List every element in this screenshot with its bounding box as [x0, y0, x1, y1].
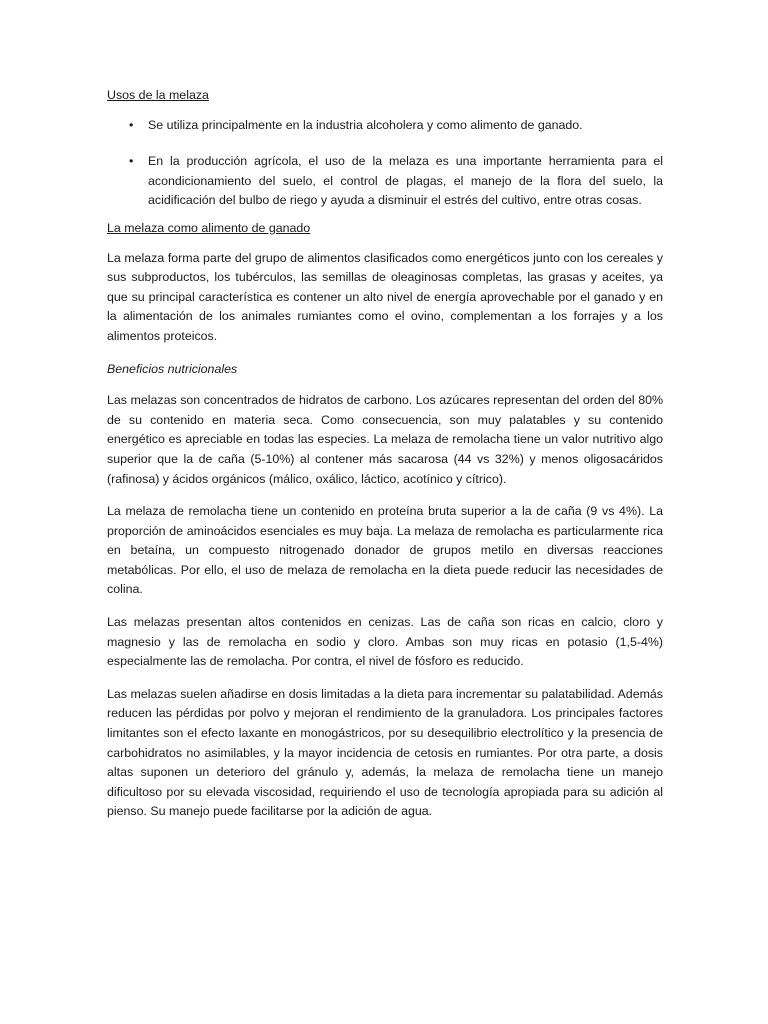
beneficios-paragraph-3: Las melazas presentan altos contenidos en cenizas. Las de caña son ricas en calcio, cloro y magnesio y las de remolacha en sodio y cloro. Ambas son muy ricas en potasio (1,5-4%) especialmente las de remolacha. Por contra, el nivel de fósforo es reducido.	[107, 615, 663, 669]
beneficios-paragraph-2: La melaza de remolacha tiene un contenido en proteína bruta superior a la de caña (9 vs 4%). La proporción de aminoácidos esenciales es muy baja. La melaza de remolacha es particularmente rica en betaína, un compuesto nitrogenado donador de grupos metilo en diversas reacciones metabólicas. Por ello, el uso de melaza de remolacha en la dieta puede reducir las necesidades de colina.	[107, 504, 663, 597]
beneficios-paragraph-4: Las melazas suelen añadirse en dosis limitadas a la dieta para incrementar su palatabilidad. Además reducen las pérdidas por polvo y mejoran el rendimiento de la granuladora. Los principales factores limitantes son el efecto laxante en monogástricos, por su desequilibrio electrolítico y la presencia de carbohidratos no asimilables, y la mayor incidencia de cetosis en rumiantes. Por otra parte, a dosis altas suponen un deterioro del gránulo y, además, la melaza de remolacha tiene un manejo dificultoso por su elevada viscosidad, requiriendo el uso de tecnología apropiada para su adición al pienso. Su manejo puede facilitarse por la adición de agua.	[107, 686, 663, 819]
bullet-text: Se utiliza principalmente en la industria alcoholera y como alimento de ganado.	[148, 117, 583, 132]
bullet-text: En la producción agrícola, el uso de la melaza es una importante herramienta para el acondicionamiento del suelo, el control de plagas, el manejo de la flora del suelo, la acidificación del bulbo de riego y ayuda a disminuir el estrés del cultivo, entre otras cosas.	[148, 154, 663, 208]
usos-bullet-list	[107, 116, 663, 211]
usos-heading: Usos de la melaza	[107, 88, 209, 102]
ganado-heading: La melaza como alimento de ganado	[107, 220, 311, 235]
beneficios-paragraph-1: Las melazas son concentrados de hidratos de carbono. Los azúcares representan del orden del 80% de su contenido en materia seca. Como consecuencia, son muy palatables y su contenido energético es apreciable en todas las especies. La melaza de remolacha tiene un valor nutritivo algo superior que la de caña (5-10%) al contener más sacarosa (44 vs 32%) y menos oligosacáridos (rafinosa) y ácidos orgánicos (málico, oxálico, láctico, acotínico y cítrico).	[107, 393, 663, 486]
ganado-paragraph: La melaza forma parte del grupo de alimentos clasificados como energéticos junto con los cereales y sus subproductos, los tubérculos, las semillas de oleaginosas completas, las grasas y aceites, ya que su principal característica es contener un alto nivel de energía aprovechable por el ganado y en la alimentación de los animales rumiantes como el ovino, complementan a los forrajes y a los alimentos proteicos.	[107, 250, 663, 343]
list-item	[107, 116, 663, 136]
bullet-dot-icon: •	[129, 117, 134, 132]
document-page	[107, 86, 663, 835]
bullet-dot-icon: •	[129, 154, 134, 169]
beneficios-heading: Beneficios nutricionales	[107, 361, 238, 376]
list-item	[107, 152, 663, 211]
